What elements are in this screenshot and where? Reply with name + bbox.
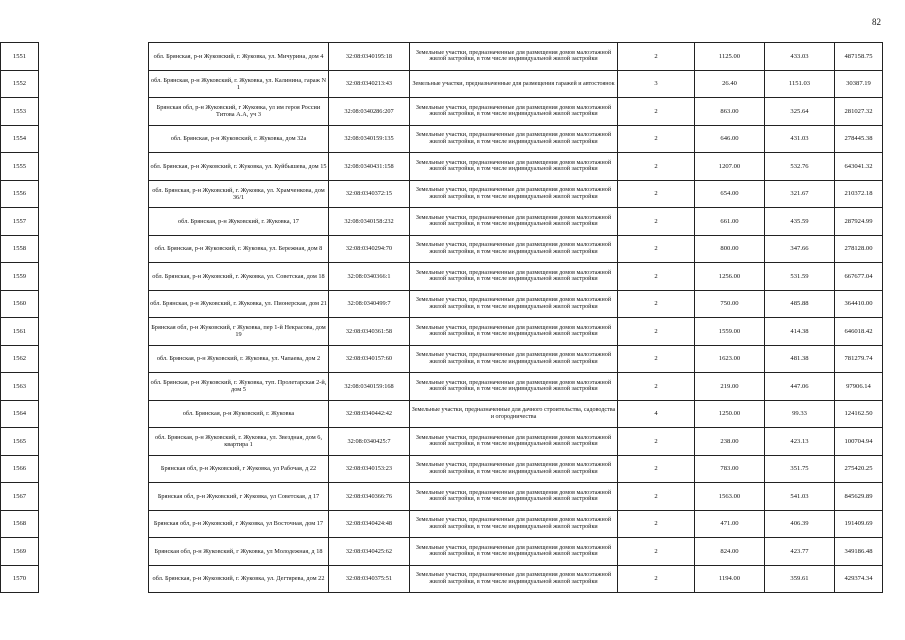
table-row bbox=[1, 565, 883, 593]
spacer-cell bbox=[39, 263, 149, 291]
spacer-cell bbox=[39, 345, 149, 373]
area-cell: 238.00 bbox=[695, 428, 765, 456]
spacer-cell bbox=[39, 70, 149, 98]
area-cell: 1250.00 bbox=[695, 400, 765, 428]
land-use-cell: Земельные участки, предназначенные для размещения домов малоэтажной жилой застройки, в том числе индивидуальной жилой застройки bbox=[410, 235, 618, 263]
rate-cell: 351.75 bbox=[765, 455, 835, 483]
area-cell: 863.00 bbox=[695, 98, 765, 126]
group-cell: 2 bbox=[618, 180, 695, 208]
cadastral-number-cell: 32:08:0340213:43 bbox=[329, 70, 410, 98]
table-row bbox=[1, 235, 883, 263]
address-cell: обл. Брянская, р-н Жуковский, г. Жуковка, ул. Чапаева, дом 2 bbox=[149, 345, 329, 373]
address-cell: обл. Брянская, р-н Жуковский, г. Жуковка, ул. Бережная, дом 8 bbox=[149, 235, 329, 263]
rate-cell: 359.61 bbox=[765, 565, 835, 593]
cadastral-number-cell: 32:08:0340361:58 bbox=[329, 318, 410, 346]
address-cell: обл. Брянская, р-н Жуковский, г. Жуковка, ул. Куйбышева, дом 15 bbox=[149, 153, 329, 181]
table-row bbox=[1, 290, 883, 318]
address-cell: обл. Брянская, р-н Жуковский, г. Жуковка, ул. Мичурина, дом 4 bbox=[149, 43, 329, 71]
address-cell: обл. Брянская, р-н Жуковский, г. Жуковка, 17 bbox=[149, 208, 329, 236]
group-cell: 3 bbox=[618, 70, 695, 98]
address-cell: обл. Брянская, р-н Жуковский, г. Жуковка, туп. Пролетарская 2-й, дом 5 bbox=[149, 373, 329, 401]
row-number-cell: 1565 bbox=[1, 428, 39, 456]
land-use-cell: Земельные участки, предназначенные для дачного строительства, садоводства и огородничества bbox=[410, 400, 618, 428]
rate-cell: 406.39 bbox=[765, 510, 835, 538]
group-cell: 2 bbox=[618, 290, 695, 318]
land-use-cell: Земельные участки, предназначенные для размещения домов малоэтажной жилой застройки, в том числе индивидуальной жилой застройки bbox=[410, 180, 618, 208]
area-cell: 1125.00 bbox=[695, 43, 765, 71]
cadastral-value-cell: 30387.19 bbox=[835, 70, 883, 98]
land-register-table bbox=[0, 42, 883, 593]
rate-cell: 433.03 bbox=[765, 43, 835, 71]
address-cell: обл. Брянская, р-н Жуковский, г. Жуковка, ул. Звездная, дом 6, квартира 1 bbox=[149, 428, 329, 456]
area-cell: 471.00 bbox=[695, 510, 765, 538]
row-number-cell: 1557 bbox=[1, 208, 39, 236]
cadastral-value-cell: 278445.38 bbox=[835, 125, 883, 153]
row-number-cell: 1562 bbox=[1, 345, 39, 373]
cadastral-number-cell: 32:08:0340294:70 bbox=[329, 235, 410, 263]
cadastral-number-cell: 32:08:0340195:18 bbox=[329, 43, 410, 71]
group-cell: 2 bbox=[618, 565, 695, 593]
row-number-cell: 1554 bbox=[1, 125, 39, 153]
cadastral-number-cell: 32:08:0340372:15 bbox=[329, 180, 410, 208]
spacer-cell bbox=[39, 400, 149, 428]
area-cell: 1563.00 bbox=[695, 483, 765, 511]
group-cell: 2 bbox=[618, 125, 695, 153]
land-use-cell: Земельные участки, предназначенные для размещения домов малоэтажной жилой застройки, в том числе индивидуальной жилой застройки bbox=[410, 483, 618, 511]
area-cell: 783.00 bbox=[695, 455, 765, 483]
cadastral-number-cell: 32:08:0340425:7 bbox=[329, 428, 410, 456]
table-row bbox=[1, 483, 883, 511]
spacer-cell bbox=[39, 153, 149, 181]
row-number-cell: 1566 bbox=[1, 455, 39, 483]
address-cell: Брянская обл, р-н Жуковский, г Жуковка, ул Восточная, дом 17 bbox=[149, 510, 329, 538]
row-number-cell: 1555 bbox=[1, 153, 39, 181]
land-use-cell: Земельные участки, предназначенные для размещения домов малоэтажной жилой застройки, в том числе индивидуальной жилой застройки bbox=[410, 43, 618, 71]
table-row bbox=[1, 125, 883, 153]
cadastral-number-cell: 32:08:0340431:158 bbox=[329, 153, 410, 181]
address-cell: обл. Брянская, р-н Жуковский, г. Жуковка, ул. Храмченкова, дом 36/1 bbox=[149, 180, 329, 208]
address-cell: обл. Брянская, р-н Жуковский, г. Жуковка, ул. Калинина, гараж N 1 bbox=[149, 70, 329, 98]
land-use-cell: Земельные участки, предназначенные для размещения домов малоэтажной жилой застройки, в том числе индивидуальной жилой застройки bbox=[410, 538, 618, 566]
row-number-cell: 1560 bbox=[1, 290, 39, 318]
table-row bbox=[1, 263, 883, 291]
rate-cell: 481.38 bbox=[765, 345, 835, 373]
cadastral-value-cell: 97906.14 bbox=[835, 373, 883, 401]
page-number: 82 bbox=[872, 17, 881, 27]
cadastral-value-cell: 281027.32 bbox=[835, 98, 883, 126]
land-use-cell: Земельные участки, предназначенные для размещения гаражей и автостоянок bbox=[410, 70, 618, 98]
cadastral-number-cell: 32:08:0340158:232 bbox=[329, 208, 410, 236]
cadastral-value-cell: 349186.48 bbox=[835, 538, 883, 566]
spacer-cell bbox=[39, 208, 149, 236]
cadastral-value-cell: 191409.69 bbox=[835, 510, 883, 538]
group-cell: 2 bbox=[618, 153, 695, 181]
spacer-cell bbox=[39, 510, 149, 538]
rate-cell: 321.67 bbox=[765, 180, 835, 208]
address-cell: обл. Брянская, р-н Жуковский, г. Жуковка, ул. Пионерская, дом 21 bbox=[149, 290, 329, 318]
group-cell: 2 bbox=[618, 345, 695, 373]
spacer-cell bbox=[39, 483, 149, 511]
spacer-cell bbox=[39, 180, 149, 208]
group-cell: 2 bbox=[618, 318, 695, 346]
table-row bbox=[1, 98, 883, 126]
area-cell: 1256.00 bbox=[695, 263, 765, 291]
cadastral-value-cell: 124162.50 bbox=[835, 400, 883, 428]
rate-cell: 414.38 bbox=[765, 318, 835, 346]
land-use-cell: Земельные участки, предназначенные для размещения домов малоэтажной жилой застройки, в том числе индивидуальной жилой застройки bbox=[410, 98, 618, 126]
cadastral-number-cell: 32:08:0340159:168 bbox=[329, 373, 410, 401]
table-row bbox=[1, 538, 883, 566]
address-cell: Брянская обл, р-н Жуковский, г Жуковка, ул им героя России Титова А.А, уч 3 bbox=[149, 98, 329, 126]
rate-cell: 531.59 bbox=[765, 263, 835, 291]
row-number-cell: 1558 bbox=[1, 235, 39, 263]
cadastral-number-cell: 32:08:0340424:48 bbox=[329, 510, 410, 538]
address-cell: Брянская обл, р-н Жуковский, г Жуковка, ул Молодежная, д 18 bbox=[149, 538, 329, 566]
cadastral-number-cell: 32:08:0340157:60 bbox=[329, 345, 410, 373]
cadastral-value-cell: 364410.00 bbox=[835, 290, 883, 318]
area-cell: 750.00 bbox=[695, 290, 765, 318]
cadastral-value-cell: 667677.04 bbox=[835, 263, 883, 291]
table-row bbox=[1, 208, 883, 236]
cadastral-value-cell: 845629.89 bbox=[835, 483, 883, 511]
cadastral-value-cell: 210372.18 bbox=[835, 180, 883, 208]
cadastral-number-cell: 32:08:0340366:76 bbox=[329, 483, 410, 511]
spacer-cell bbox=[39, 43, 149, 71]
area-cell: 1207.00 bbox=[695, 153, 765, 181]
area-cell: 1194.00 bbox=[695, 565, 765, 593]
group-cell: 2 bbox=[618, 483, 695, 511]
land-use-cell: Земельные участки, предназначенные для размещения домов малоэтажной жилой застройки, в том числе индивидуальной жилой застройки bbox=[410, 455, 618, 483]
land-use-cell: Земельные участки, предназначенные для размещения домов малоэтажной жилой застройки, в том числе индивидуальной жилой застройки bbox=[410, 263, 618, 291]
group-cell: 2 bbox=[618, 235, 695, 263]
table-row bbox=[1, 345, 883, 373]
group-cell: 2 bbox=[618, 510, 695, 538]
row-number-cell: 1570 bbox=[1, 565, 39, 593]
table-row bbox=[1, 70, 883, 98]
table-row bbox=[1, 318, 883, 346]
row-number-cell: 1552 bbox=[1, 70, 39, 98]
address-cell: Брянская обл, р-н Жуковский, г Жуковка, пер 1-й Некрасова, дом 19 bbox=[149, 318, 329, 346]
area-cell: 661.00 bbox=[695, 208, 765, 236]
group-cell: 2 bbox=[618, 208, 695, 236]
land-use-cell: Земельные участки, предназначенные для размещения домов малоэтажной жилой застройки, в том числе индивидуальной жилой застройки bbox=[410, 565, 618, 593]
group-cell: 2 bbox=[618, 538, 695, 566]
cadastral-number-cell: 32:08:0340499:7 bbox=[329, 290, 410, 318]
spacer-cell bbox=[39, 538, 149, 566]
cadastral-number-cell: 32:08:0340159:135 bbox=[329, 125, 410, 153]
row-number-cell: 1553 bbox=[1, 98, 39, 126]
area-cell: 646.00 bbox=[695, 125, 765, 153]
spacer-cell bbox=[39, 290, 149, 318]
row-number-cell: 1559 bbox=[1, 263, 39, 291]
table-row bbox=[1, 180, 883, 208]
row-number-cell: 1563 bbox=[1, 373, 39, 401]
land-use-cell: Земельные участки, предназначенные для размещения домов малоэтажной жилой застройки, в том числе индивидуальной жилой застройки bbox=[410, 345, 618, 373]
rate-cell: 347.66 bbox=[765, 235, 835, 263]
cadastral-number-cell: 32:08:0340286:207 bbox=[329, 98, 410, 126]
cadastral-value-cell: 275420.25 bbox=[835, 455, 883, 483]
land-use-cell: Земельные участки, предназначенные для размещения домов малоэтажной жилой застройки, в том числе индивидуальной жилой застройки bbox=[410, 428, 618, 456]
address-cell: обл. Брянская, р-н Жуковский, г. Жуковка, ул. Дегтярева, дом 22 bbox=[149, 565, 329, 593]
cadastral-value-cell: 100704.94 bbox=[835, 428, 883, 456]
address-cell: обл. Брянская, р-н Жуковский, г. Жуковка, ул. Советская, дом 18 bbox=[149, 263, 329, 291]
land-use-cell: Земельные участки, предназначенные для размещения домов малоэтажной жилой застройки, в том числе индивидуальной жилой застройки bbox=[410, 153, 618, 181]
address-cell: Брянская обл, р-н Жуковский, г Жуковка, ул Советская, д 17 bbox=[149, 483, 329, 511]
cadastral-value-cell: 643041.32 bbox=[835, 153, 883, 181]
cadastral-value-cell: 646018.42 bbox=[835, 318, 883, 346]
area-cell: 1623.00 bbox=[695, 345, 765, 373]
area-cell: 1559.00 bbox=[695, 318, 765, 346]
cadastral-number-cell: 32:08:0340153:23 bbox=[329, 455, 410, 483]
cadastral-number-cell: 32:08:0340375:51 bbox=[329, 565, 410, 593]
group-cell: 2 bbox=[618, 43, 695, 71]
address-cell: Брянская обл, р-н Жуковский, г Жуковка, ул Рабочая, д 22 bbox=[149, 455, 329, 483]
rate-cell: 532.76 bbox=[765, 153, 835, 181]
rate-cell: 447.06 bbox=[765, 373, 835, 401]
area-cell: 219.00 bbox=[695, 373, 765, 401]
area-cell: 824.00 bbox=[695, 538, 765, 566]
table-row bbox=[1, 455, 883, 483]
row-number-cell: 1569 bbox=[1, 538, 39, 566]
group-cell: 4 bbox=[618, 400, 695, 428]
spacer-cell bbox=[39, 98, 149, 126]
spacer-cell bbox=[39, 235, 149, 263]
rate-cell: 485.88 bbox=[765, 290, 835, 318]
cadastral-value-cell: 487158.75 bbox=[835, 43, 883, 71]
group-cell: 2 bbox=[618, 98, 695, 126]
address-cell: обл. Брянская, р-н Жуковский, г. Жуковка, дом 32а bbox=[149, 125, 329, 153]
row-number-cell: 1561 bbox=[1, 318, 39, 346]
cadastral-number-cell: 32:08:0340366:1 bbox=[329, 263, 410, 291]
row-number-cell: 1556 bbox=[1, 180, 39, 208]
rate-cell: 1151.03 bbox=[765, 70, 835, 98]
group-cell: 2 bbox=[618, 455, 695, 483]
spacer-cell bbox=[39, 318, 149, 346]
group-cell: 2 bbox=[618, 428, 695, 456]
spacer-cell bbox=[39, 455, 149, 483]
table-row bbox=[1, 43, 883, 71]
land-use-cell: Земельные участки, предназначенные для размещения домов малоэтажной жилой застройки, в том числе индивидуальной жилой застройки bbox=[410, 290, 618, 318]
table-row bbox=[1, 428, 883, 456]
cadastral-value-cell: 278128.00 bbox=[835, 235, 883, 263]
table-row bbox=[1, 153, 883, 181]
row-number-cell: 1567 bbox=[1, 483, 39, 511]
rate-cell: 423.77 bbox=[765, 538, 835, 566]
rate-cell: 423.13 bbox=[765, 428, 835, 456]
rate-cell: 431.03 bbox=[765, 125, 835, 153]
land-use-cell: Земельные участки, предназначенные для размещения домов малоэтажной жилой застройки, в том числе индивидуальной жилой застройки bbox=[410, 373, 618, 401]
spacer-cell bbox=[39, 565, 149, 593]
spacer-cell bbox=[39, 428, 149, 456]
area-cell: 654.00 bbox=[695, 180, 765, 208]
row-number-cell: 1564 bbox=[1, 400, 39, 428]
table-row bbox=[1, 373, 883, 401]
cadastral-value-cell: 429374.34 bbox=[835, 565, 883, 593]
cadastral-number-cell: 32:08:0340425:62 bbox=[329, 538, 410, 566]
spacer-cell bbox=[39, 373, 149, 401]
land-use-cell: Земельные участки, предназначенные для размещения домов малоэтажной жилой застройки, в том числе индивидуальной жилой застройки bbox=[410, 125, 618, 153]
cadastral-value-cell: 287924.99 bbox=[835, 208, 883, 236]
cadastral-number-cell: 32:08:0340442:42 bbox=[329, 400, 410, 428]
area-cell: 800.00 bbox=[695, 235, 765, 263]
land-use-cell: Земельные участки, предназначенные для размещения домов малоэтажной жилой застройки, в том числе индивидуальной жилой застройки bbox=[410, 208, 618, 236]
spacer-cell bbox=[39, 125, 149, 153]
row-number-cell: 1568 bbox=[1, 510, 39, 538]
cadastral-value-cell: 781279.74 bbox=[835, 345, 883, 373]
table-row bbox=[1, 400, 883, 428]
rate-cell: 435.59 bbox=[765, 208, 835, 236]
rate-cell: 99.33 bbox=[765, 400, 835, 428]
table-row bbox=[1, 510, 883, 538]
land-use-cell: Земельные участки, предназначенные для размещения домов малоэтажной жилой застройки, в том числе индивидуальной жилой застройки bbox=[410, 318, 618, 346]
register-body bbox=[1, 43, 883, 593]
rate-cell: 325.64 bbox=[765, 98, 835, 126]
row-number-cell: 1551 bbox=[1, 43, 39, 71]
group-cell: 2 bbox=[618, 263, 695, 291]
area-cell: 26.40 bbox=[695, 70, 765, 98]
address-cell: обл. Брянская, р-н Жуковский, г. Жуковка bbox=[149, 400, 329, 428]
group-cell: 2 bbox=[618, 373, 695, 401]
rate-cell: 541.03 bbox=[765, 483, 835, 511]
land-use-cell: Земельные участки, предназначенные для размещения домов малоэтажной жилой застройки, в том числе индивидуальной жилой застройки bbox=[410, 510, 618, 538]
